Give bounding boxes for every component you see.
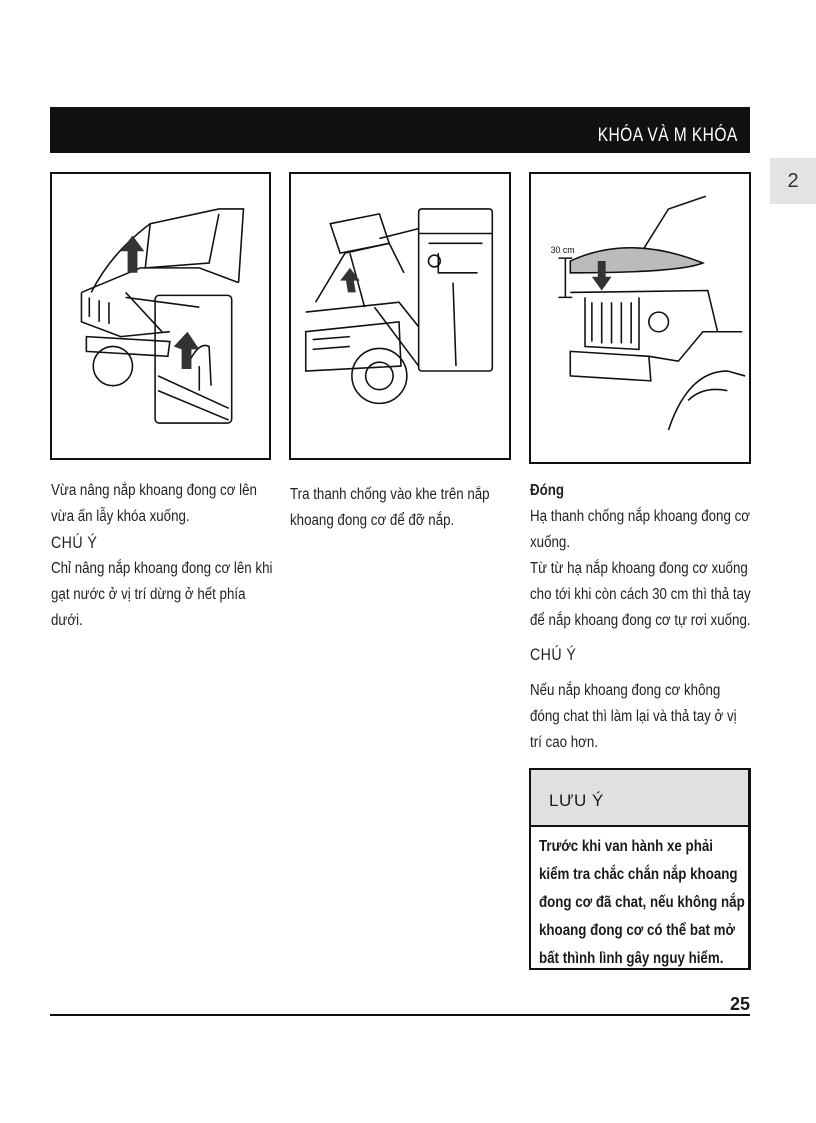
note-label: CHÚ Ý [51, 534, 98, 552]
instruction-text-2: Từ từ hạ nắp khoang đong cơ xuống cho tới khi còn cách 30 cm thì thả tay để nắp khoang đong cơ tự rơi xuống. [530, 560, 751, 629]
column-support-rod [290, 482, 512, 534]
figure-hood-closing [529, 172, 751, 464]
warning-text: Trước khi van hành xe phải kiểm tra chắc chắn nắp khoang đong cơ đã chat, nếu không nắp khoang đong cơ có thể bat mở bất thình lình gây nguy hiểm. [539, 838, 745, 967]
hood-release-illustration [52, 174, 269, 458]
figure-hood-support-rod [289, 172, 511, 460]
support-rod-illustration [291, 174, 509, 458]
note-text: Chỉ nâng nắp khoang đong cơ lên khi gạt nước ở vị trí dừng ở hết phía dưới. [51, 560, 273, 629]
section-header-bar [50, 107, 750, 153]
warning-body [531, 827, 748, 973]
hood-closing-illustration [531, 174, 749, 462]
note-label: CHÚ Ý [530, 646, 577, 664]
section-heading: Đóng [530, 482, 565, 499]
warning-box [529, 768, 751, 970]
page-number: 25 [729, 994, 750, 1014]
footer-divider [50, 1014, 750, 1016]
instruction-text: Tra thanh chống vào khe trên nắp khoang đong cơ để đỡ nắp. [290, 486, 490, 529]
column-closing [530, 478, 752, 756]
column-open-latch [51, 478, 273, 634]
warning-title: LƯU Ý [531, 770, 748, 827]
measure-label: 30 cm [550, 245, 575, 256]
instruction-text: Vừa nâng nắp khoang đong cơ lên vừa ấn lẫy khóa xuống. [51, 482, 257, 525]
section-title: KHÓA VÀ M KHÓA [598, 125, 738, 146]
figure-hood-release [50, 172, 271, 460]
chapter-tab: 2 [770, 158, 816, 204]
note-text: Nếu nắp khoang đong cơ không đóng chat thì làm lại và thả tay ở vị trí cao hơn. [530, 682, 737, 751]
instruction-text-1: Hạ thanh chống nắp khoang đong cơ xuống. [530, 508, 750, 551]
